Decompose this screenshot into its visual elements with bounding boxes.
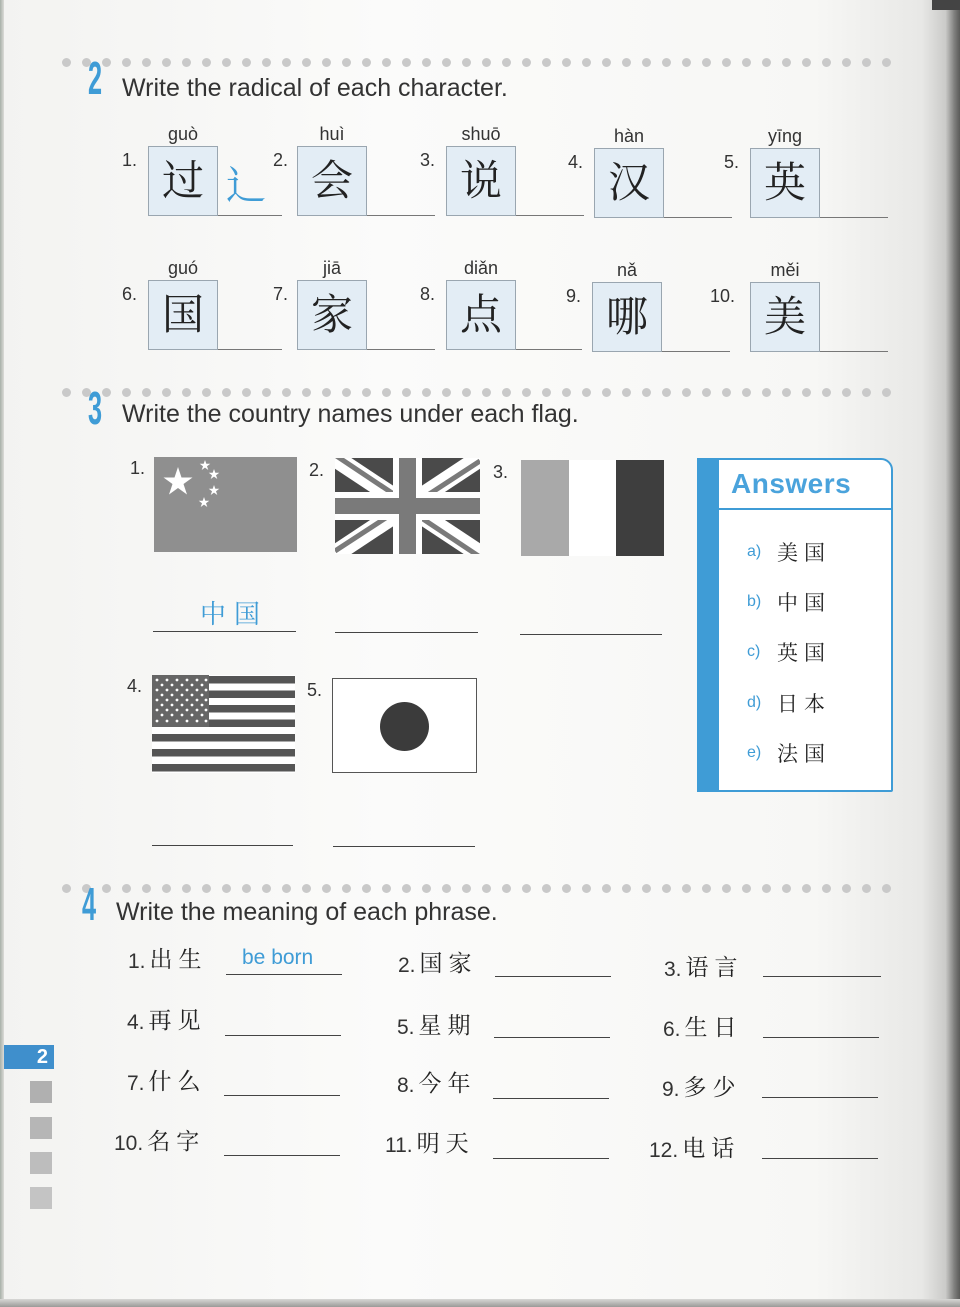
item-number: 3. [420, 150, 436, 170]
pinyin: jiā [322, 258, 341, 278]
divider-dot [362, 388, 371, 397]
divider-dot [362, 884, 371, 893]
divider-dot [882, 58, 891, 67]
option-text: 日本 [777, 692, 831, 716]
option-letter: d) [747, 694, 762, 711]
divider-dot [622, 58, 631, 67]
divider-dot [102, 884, 111, 893]
divider-dot [122, 58, 131, 67]
flag-number: 3. [493, 462, 509, 482]
divider-dot [282, 884, 291, 893]
option-letter: b) [747, 593, 762, 610]
phrase-item-5 [397, 1000, 477, 1040]
section-3-header [62, 380, 902, 440]
answer-line[interactable] [226, 974, 342, 975]
divider-dot [582, 388, 591, 397]
radical-item-6 [122, 258, 262, 368]
divider-dot [882, 388, 891, 397]
japan-flag [332, 678, 477, 773]
answer-line[interactable] [762, 1158, 878, 1159]
divider-dot [442, 884, 451, 893]
divider-dot [142, 884, 151, 893]
divider-dot [182, 884, 191, 893]
divider-dot [422, 58, 431, 67]
phrase-number: 9. [662, 1078, 680, 1101]
divider-dot [222, 388, 231, 397]
divider-dot [322, 884, 331, 893]
pinyin: nǎ [616, 260, 638, 280]
pinyin: guò [167, 124, 199, 144]
divider-dot [802, 58, 811, 67]
usa-flag [152, 675, 295, 773]
divider-dot [582, 884, 591, 893]
phrase-item-7 [127, 1056, 207, 1096]
divider-dot [242, 884, 251, 893]
divider-dot [222, 58, 231, 67]
phrase-number: 7. [127, 1072, 145, 1095]
chapter-marker [30, 1117, 52, 1139]
divider-dot [342, 884, 351, 893]
page-number: 2 [36, 1046, 48, 1068]
answers-box [697, 458, 893, 792]
divider-dot [602, 884, 611, 893]
answer-line[interactable] [333, 846, 475, 847]
phrase-chinese: 星期 [418, 1013, 477, 1039]
divider-dot [362, 58, 371, 67]
answer-line[interactable] [224, 1155, 340, 1156]
pinyin: guó [167, 258, 199, 278]
item-number: 2. [273, 150, 289, 170]
section-number: 3 [88, 382, 101, 434]
phrase-chinese: 多少 [683, 1075, 742, 1101]
phrase-number: 1. [128, 950, 146, 973]
answer-line[interactable] [493, 1098, 609, 1099]
phrase-item-3 [664, 942, 744, 982]
section-4-header [62, 876, 902, 936]
pinyin: huì [319, 124, 345, 144]
answer-line[interactable] [664, 217, 732, 218]
character-box: 点 [446, 280, 516, 350]
phrase-chinese: 国家 [419, 951, 478, 977]
section-title: Write the radical of each character. [122, 74, 508, 102]
divider-dot [862, 58, 871, 67]
divider-dot [62, 884, 71, 893]
option-letter: e) [747, 744, 762, 761]
divider-dot [462, 388, 471, 397]
radical-item-4 [568, 126, 708, 236]
divider-dot [662, 58, 671, 67]
section-title: Write the country names under each flag. [122, 400, 579, 428]
section-title: Write the meaning of each phrase. [116, 898, 498, 926]
flag-stripe-middle [569, 460, 617, 556]
divider-dot [522, 884, 531, 893]
radical-item-7 [273, 258, 413, 368]
item-number: 4. [568, 152, 584, 172]
character-box: 英 [750, 148, 820, 218]
divider-dot [762, 388, 771, 397]
divider-dot [862, 388, 871, 397]
answer-line[interactable] [335, 632, 478, 633]
divider-dot [382, 388, 391, 397]
phrase-number: 3. [664, 958, 682, 981]
answer-option-d [747, 688, 831, 718]
phrase-chinese: 出生 [149, 947, 208, 973]
option-letter: a) [747, 543, 762, 560]
divider-dot [742, 388, 751, 397]
divider-dot [822, 884, 831, 893]
section-number: 2 [88, 52, 101, 104]
divider-dot [782, 388, 791, 397]
divider-dot [202, 58, 211, 67]
page-number-tab [4, 1045, 54, 1069]
phrase-number: 5. [397, 1016, 415, 1039]
option-letter: c) [747, 643, 761, 660]
book-spine [946, 0, 960, 1307]
answer-option-a [747, 537, 831, 567]
chapter-marker [30, 1152, 52, 1174]
answer-line[interactable] [152, 845, 293, 846]
divider-dot [302, 884, 311, 893]
radical-item-8 [420, 258, 560, 368]
divider-dot [822, 388, 831, 397]
divider-dot [702, 388, 711, 397]
divider-dot [102, 58, 111, 67]
section-2-header [62, 50, 902, 110]
dot-divider [62, 884, 902, 896]
uk-flag [335, 458, 480, 554]
divider-dot [202, 884, 211, 893]
phrase-number: 2. [398, 954, 416, 977]
phrase-item-9 [662, 1062, 742, 1102]
divider-dot [482, 884, 491, 893]
option-text: 美国 [777, 541, 831, 565]
item-number: 6. [122, 284, 138, 304]
divider-dot [622, 388, 631, 397]
divider-dot [122, 884, 131, 893]
divider-dot [642, 884, 651, 893]
divider-dot [162, 58, 171, 67]
divider-dot [802, 388, 811, 397]
character-box: 过 [148, 146, 218, 216]
divider-dot [342, 388, 351, 397]
flag-stripe-right [616, 460, 664, 556]
phrase-number: 11. [385, 1134, 413, 1157]
radical-item-9 [566, 260, 706, 370]
dot-divider [62, 58, 902, 70]
item-number: 10. [710, 286, 736, 306]
divider-dot [702, 884, 711, 893]
flag-number: 2. [309, 460, 325, 480]
phrase-item-8 [397, 1058, 477, 1098]
spine-top [932, 0, 960, 10]
radical-item-5 [724, 126, 864, 236]
divider-dot [282, 388, 291, 397]
divider-dot [722, 388, 731, 397]
divider-dot [722, 58, 731, 67]
divider-dot [182, 58, 191, 67]
divider-dot [522, 388, 531, 397]
divider-dot [482, 58, 491, 67]
handwritten-answer[interactable]: 中国 [200, 600, 269, 630]
divider-dot [642, 388, 651, 397]
phrase-item-12 [649, 1123, 740, 1163]
china-flag [154, 457, 297, 552]
pinyin: hàn [613, 126, 645, 146]
phrase-chinese: 语言 [685, 955, 744, 981]
phrase-number: 10. [114, 1132, 144, 1155]
phrase-chinese: 再见 [148, 1008, 207, 1034]
character-box: 美 [750, 282, 820, 352]
divider-dot [862, 884, 871, 893]
divider-dot [262, 58, 271, 67]
divider-dot [382, 884, 391, 893]
divider-dot [802, 884, 811, 893]
character-box: 国 [148, 280, 218, 350]
phrase-chinese: 生日 [684, 1015, 743, 1041]
answer-line[interactable] [495, 976, 611, 977]
divider-dot [842, 58, 851, 67]
phrase-number: 4. [127, 1011, 145, 1034]
page-bottom-edge [0, 1299, 960, 1307]
character-box: 哪 [592, 282, 662, 352]
divider-dot [542, 388, 551, 397]
divider-dot [602, 388, 611, 397]
pinyin: yīng [767, 126, 803, 146]
divider-dot [742, 884, 751, 893]
flag-stripe-left [521, 460, 569, 556]
answer-line[interactable] [493, 1158, 609, 1159]
divider-dot [102, 388, 111, 397]
divider-dot [142, 58, 151, 67]
divider-dot [502, 884, 511, 893]
item-number: 1. [122, 150, 138, 170]
answers-divider [719, 508, 891, 510]
section-number: 4 [82, 878, 95, 930]
divider-dot [762, 884, 771, 893]
flag-number: 1. [130, 458, 146, 478]
phrase-number: 12. [649, 1139, 679, 1162]
pinyin: shuō [461, 124, 501, 144]
phrase-item-10 [114, 1116, 205, 1156]
divider-dot [382, 58, 391, 67]
character-box: 说 [446, 146, 516, 216]
divider-dot [262, 388, 271, 397]
answer-line[interactable] [763, 976, 881, 977]
divider-dot [242, 388, 251, 397]
divider-dot [242, 58, 251, 67]
divider-dot [142, 388, 151, 397]
divider-dot [302, 388, 311, 397]
divider-dot [442, 58, 451, 67]
divider-dot [422, 388, 431, 397]
france-flag [521, 460, 664, 556]
divider-dot [62, 388, 71, 397]
divider-dot [402, 388, 411, 397]
item-number: 9. [566, 286, 582, 306]
item-number: 7. [273, 284, 289, 304]
divider-dot [282, 58, 291, 67]
phrase-item-11 [385, 1118, 475, 1158]
radical-item-10 [710, 260, 850, 370]
divider-dot [342, 58, 351, 67]
phrase-item-6 [663, 1002, 743, 1042]
handwritten-answer[interactable]: be born [242, 946, 314, 969]
divider-dot [322, 388, 331, 397]
divider-dot [322, 58, 331, 67]
item-number: 8. [420, 284, 436, 304]
phrase-number: 6. [663, 1018, 681, 1041]
divider-dot [262, 884, 271, 893]
dot-divider [62, 388, 902, 400]
divider-dot [582, 58, 591, 67]
character-box: 家 [297, 280, 367, 350]
divider-dot [162, 388, 171, 397]
answers-title: Answers [731, 468, 852, 499]
divider-dot [782, 884, 791, 893]
phrase-chinese: 明天 [416, 1131, 475, 1157]
radical-item-3 [420, 124, 560, 234]
chapter-marker [30, 1187, 52, 1209]
divider-dot [762, 58, 771, 67]
character-box: 会 [297, 146, 367, 216]
phrase-chinese: 电话 [682, 1136, 741, 1162]
answer-line[interactable] [225, 1035, 341, 1036]
divider-dot [682, 884, 691, 893]
phrase-chinese: 名字 [147, 1129, 206, 1155]
pinyin: měi [770, 260, 800, 280]
divider-dot [302, 58, 311, 67]
divider-dot [562, 58, 571, 67]
divider-dot [442, 388, 451, 397]
option-text: 法国 [777, 742, 831, 766]
divider-dot [702, 58, 711, 67]
divider-dot [542, 58, 551, 67]
divider-dot [562, 388, 571, 397]
divider-dot [62, 58, 71, 67]
answer-line[interactable] [494, 1037, 610, 1038]
chapter-marker [30, 1081, 52, 1103]
flag-number: 5. [307, 680, 323, 700]
divider-dot [842, 388, 851, 397]
divider-dot [482, 388, 491, 397]
radical-item-2 [273, 124, 413, 234]
handwritten-answer[interactable]: 辶 [226, 163, 266, 209]
phrase-item-1 [128, 934, 208, 974]
divider-dot [822, 58, 831, 67]
divider-dot [602, 58, 611, 67]
answers-box-sidebar [699, 460, 719, 790]
divider-dot [122, 388, 131, 397]
phrase-number: 8. [397, 1074, 415, 1097]
divider-dot [742, 58, 751, 67]
page-left-edge [0, 0, 4, 1307]
answer-option-b [747, 587, 831, 617]
divider-dot [162, 884, 171, 893]
answer-line[interactable] [820, 351, 888, 352]
phrase-chinese: 什么 [148, 1069, 207, 1095]
divider-dot [682, 388, 691, 397]
japan-flag-sun-icon [380, 702, 429, 751]
option-text: 英国 [777, 641, 831, 665]
divider-dot [542, 884, 551, 893]
divider-dot [842, 884, 851, 893]
divider-dot [722, 884, 731, 893]
divider-dot [182, 388, 191, 397]
answer-line[interactable] [520, 634, 662, 635]
divider-dot [502, 388, 511, 397]
answer-line[interactable] [820, 217, 888, 218]
answer-line[interactable] [762, 1097, 878, 1098]
divider-dot [522, 58, 531, 67]
answer-line[interactable] [763, 1037, 879, 1038]
divider-dot [462, 58, 471, 67]
divider-dot [402, 884, 411, 893]
uk-flag-icon [335, 458, 480, 554]
answer-line[interactable] [224, 1095, 340, 1096]
divider-dot [222, 884, 231, 893]
usa-flag-icon [152, 675, 295, 773]
china-flag-stars-icon [154, 457, 297, 552]
character-box: 汉 [594, 148, 664, 218]
divider-dot [562, 884, 571, 893]
divider-dot [882, 884, 891, 893]
flag-number: 4. [127, 676, 143, 696]
divider-dot [662, 388, 671, 397]
phrase-chinese: 今年 [418, 1071, 477, 1097]
option-text: 中国 [777, 591, 831, 615]
phrase-item-2 [398, 938, 478, 978]
item-number: 5. [724, 152, 740, 172]
phrase-item-4 [127, 995, 207, 1035]
divider-dot [782, 58, 791, 67]
pinyin: diǎn [463, 258, 499, 278]
divider-dot [642, 58, 651, 67]
divider-dot [662, 884, 671, 893]
divider-dot [422, 884, 431, 893]
divider-dot [622, 884, 631, 893]
answer-option-e [747, 738, 831, 768]
divider-dot [202, 388, 211, 397]
divider-dot [462, 884, 471, 893]
divider-dot [682, 58, 691, 67]
answer-option-c [747, 637, 831, 667]
answer-line[interactable] [153, 631, 296, 632]
radical-item-1 [122, 124, 266, 234]
divider-dot [502, 58, 511, 67]
divider-dot [402, 58, 411, 67]
